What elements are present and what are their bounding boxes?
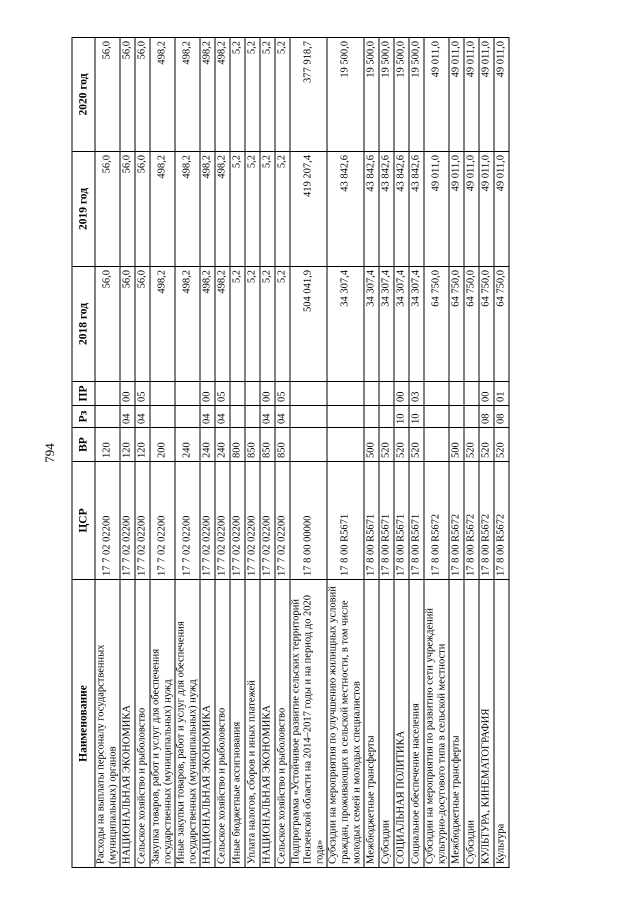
cell-csr: 17 7 02 02200 bbox=[245, 462, 260, 580]
cell-csr: 17 8 00 R5672 bbox=[424, 462, 449, 580]
cell-csr: 17 8 00 00000 bbox=[290, 462, 327, 580]
cell-vr: 850 bbox=[245, 428, 260, 462]
cell-y2018: 504 041,9 bbox=[290, 267, 327, 382]
cell-pr: 05 bbox=[215, 382, 230, 406]
cell-vr bbox=[290, 428, 327, 462]
cell-pr: 01 bbox=[494, 382, 509, 406]
cell-pr: 00 bbox=[394, 382, 409, 406]
cell-vr: 850 bbox=[260, 428, 275, 462]
cell-y2020: 56,0 bbox=[120, 38, 135, 152]
cell-vr: 520 bbox=[394, 428, 409, 462]
cell-name: Субсидии на мероприятия по улучшению жилищных условий граждан, проживающих в сельской местности, в том числе молодых семей и молодых специалистов bbox=[327, 580, 364, 868]
cell-vr bbox=[327, 428, 364, 462]
table-row bbox=[275, 38, 290, 868]
cell-vr: 240 bbox=[215, 428, 230, 462]
cell-vr: 200 bbox=[150, 428, 175, 462]
cell-rz bbox=[245, 406, 260, 428]
table-row bbox=[379, 38, 394, 868]
cell-y2020: 19 500,0 bbox=[327, 38, 364, 152]
cell-y2018: 5,2 bbox=[260, 267, 275, 382]
cell-name: Подпрограмма «Устойчивое развитие сельских территорий Пензенской области на 2014–2017 годы и на период до 2020 года» bbox=[290, 580, 327, 868]
cell-csr: 17 7 02 02200 bbox=[95, 462, 120, 580]
cell-y2018: 56,0 bbox=[135, 267, 150, 382]
cell-y2020: 19 500,0 bbox=[394, 38, 409, 152]
cell-y2020: 49 011,0 bbox=[449, 38, 464, 152]
cell-rz bbox=[290, 406, 327, 428]
cell-rz bbox=[95, 406, 120, 428]
cell-name: Субсидии bbox=[379, 580, 394, 868]
cell-rz bbox=[230, 406, 245, 428]
cell-y2019: 49 011,0 bbox=[494, 152, 509, 267]
cell-y2019: 419 207,4 bbox=[290, 152, 327, 267]
cell-y2018: 498,2 bbox=[200, 267, 215, 382]
cell-name: Субсидии bbox=[464, 580, 479, 868]
table-row bbox=[230, 38, 245, 868]
cell-csr: 17 7 02 02200 bbox=[120, 462, 135, 580]
cell-csr: 17 7 02 02200 bbox=[135, 462, 150, 580]
table-row bbox=[290, 38, 327, 868]
cell-y2018: 498,2 bbox=[175, 267, 200, 382]
cell-y2018: 34 307,4 bbox=[394, 267, 409, 382]
header-2018: 2018 год bbox=[72, 267, 95, 382]
cell-y2020: 56,0 bbox=[135, 38, 150, 152]
cell-name: НАЦИОНАЛЬНАЯ ЭКОНОМИКА bbox=[260, 580, 275, 868]
cell-y2020: 5,2 bbox=[245, 38, 260, 152]
cell-name: Культура bbox=[494, 580, 509, 868]
cell-csr: 17 8 00 R5671 bbox=[394, 462, 409, 580]
table-row bbox=[494, 38, 509, 868]
cell-csr: 17 8 00 R5672 bbox=[464, 462, 479, 580]
cell-csr: 17 7 02 02200 bbox=[175, 462, 200, 580]
table-row bbox=[464, 38, 479, 868]
table-row bbox=[215, 38, 230, 868]
cell-vr bbox=[424, 428, 449, 462]
cell-y2020: 498,2 bbox=[175, 38, 200, 152]
table-row bbox=[150, 38, 175, 868]
cell-y2019: 43 842,6 bbox=[327, 152, 364, 267]
cell-y2020: 49 011,0 bbox=[479, 38, 494, 152]
cell-y2019: 43 842,6 bbox=[409, 152, 424, 267]
cell-pr bbox=[424, 382, 449, 406]
cell-vr: 500 bbox=[449, 428, 464, 462]
cell-y2019: 5,2 bbox=[275, 152, 290, 267]
cell-name: Иные бюджетные ассигнования bbox=[230, 580, 245, 868]
cell-y2019: 43 842,6 bbox=[394, 152, 409, 267]
cell-y2020: 5,2 bbox=[260, 38, 275, 152]
cell-csr: 17 8 00 R5671 bbox=[379, 462, 394, 580]
cell-rz bbox=[449, 406, 464, 428]
cell-vr: 120 bbox=[120, 428, 135, 462]
cell-csr: 17 7 02 02200 bbox=[230, 462, 245, 580]
cell-y2018: 34 307,4 bbox=[327, 267, 364, 382]
cell-y2019: 5,2 bbox=[260, 152, 275, 267]
cell-y2020: 498,2 bbox=[200, 38, 215, 152]
cell-vr: 520 bbox=[494, 428, 509, 462]
cell-csr: 17 7 02 02200 bbox=[150, 462, 175, 580]
cell-pr: 05 bbox=[135, 382, 150, 406]
cell-vr: 240 bbox=[200, 428, 215, 462]
header-2020: 2020 год bbox=[72, 38, 95, 152]
cell-y2019: 498,2 bbox=[200, 152, 215, 267]
cell-vr: 850 bbox=[275, 428, 290, 462]
cell-rz bbox=[424, 406, 449, 428]
cell-rz bbox=[150, 406, 175, 428]
cell-y2020: 498,2 bbox=[215, 38, 230, 152]
cell-pr: 03 bbox=[409, 382, 424, 406]
cell-y2018: 34 307,4 bbox=[364, 267, 379, 382]
budget-table-container bbox=[72, 38, 569, 868]
cell-rz: 10 bbox=[409, 406, 424, 428]
cell-rz: 10 bbox=[394, 406, 409, 428]
cell-pr bbox=[364, 382, 379, 406]
cell-vr: 520 bbox=[379, 428, 394, 462]
cell-y2019: 56,0 bbox=[95, 152, 120, 267]
cell-pr bbox=[464, 382, 479, 406]
cell-name: КУЛЬТУРА, КИНЕМАТОГРАФИЯ bbox=[479, 580, 494, 868]
cell-y2020: 19 500,0 bbox=[364, 38, 379, 152]
cell-rz: 04 bbox=[275, 406, 290, 428]
budget-table bbox=[72, 37, 510, 868]
cell-pr: 00 bbox=[479, 382, 494, 406]
cell-y2020: 377 918,7 bbox=[290, 38, 327, 152]
cell-pr bbox=[95, 382, 120, 406]
table-header-row bbox=[72, 38, 95, 868]
cell-y2018: 56,0 bbox=[95, 267, 120, 382]
cell-name: СОЦИАЛЬНАЯ ПОЛИТИКА bbox=[394, 580, 409, 868]
cell-y2019: 56,0 bbox=[120, 152, 135, 267]
cell-y2019: 49 011,0 bbox=[464, 152, 479, 267]
table-body bbox=[95, 38, 509, 868]
cell-y2020: 19 500,0 bbox=[409, 38, 424, 152]
cell-name: Субсидии на мероприятия по развитию сети учреждений культурно-досугового типа в сельской местности bbox=[424, 580, 449, 868]
cell-vr: 800 bbox=[230, 428, 245, 462]
cell-pr bbox=[175, 382, 200, 406]
cell-y2018: 5,2 bbox=[275, 267, 290, 382]
cell-csr: 17 7 02 02200 bbox=[215, 462, 230, 580]
cell-rz: 04 bbox=[200, 406, 215, 428]
cell-pr bbox=[449, 382, 464, 406]
cell-csr: 17 7 02 02200 bbox=[260, 462, 275, 580]
cell-name: Сельское хозяйство и рыболовство bbox=[215, 580, 230, 868]
cell-rz bbox=[464, 406, 479, 428]
cell-rz: 04 bbox=[135, 406, 150, 428]
table-row bbox=[364, 38, 379, 868]
table-row bbox=[200, 38, 215, 868]
cell-pr bbox=[290, 382, 327, 406]
cell-vr: 520 bbox=[479, 428, 494, 462]
header-vr: ВР bbox=[72, 428, 95, 462]
cell-name: Иные закупки товаров, работ и услуг для обеспечения государственных (муниципальных) нужд bbox=[175, 580, 200, 868]
cell-y2018: 64 750,0 bbox=[449, 267, 464, 382]
cell-name: Уплата налогов, сборов и иных платежей bbox=[245, 580, 260, 868]
cell-pr: 00 bbox=[260, 382, 275, 406]
cell-rz: 04 bbox=[260, 406, 275, 428]
header-csr: ЦСР bbox=[72, 462, 95, 580]
cell-y2019: 56,0 bbox=[135, 152, 150, 267]
header-2019: 2019 год bbox=[72, 152, 95, 267]
header-name: Наименование bbox=[72, 580, 95, 868]
cell-y2020: 5,2 bbox=[230, 38, 245, 152]
cell-pr bbox=[245, 382, 260, 406]
cell-y2020: 56,0 bbox=[95, 38, 120, 152]
cell-y2019: 49 011,0 bbox=[479, 152, 494, 267]
cell-name: НАЦИОНАЛЬНАЯ ЭКОНОМИКА bbox=[200, 580, 215, 868]
cell-name: Межбюджетные трансферты bbox=[449, 580, 464, 868]
cell-rz: 04 bbox=[215, 406, 230, 428]
cell-pr bbox=[379, 382, 394, 406]
cell-y2019: 43 842,6 bbox=[364, 152, 379, 267]
cell-csr: 17 8 00 R5671 bbox=[364, 462, 379, 580]
cell-y2020: 49 011,0 bbox=[424, 38, 449, 152]
cell-csr: 17 7 02 02200 bbox=[200, 462, 215, 580]
table-row bbox=[424, 38, 449, 868]
cell-y2018: 5,2 bbox=[245, 267, 260, 382]
cell-name: Межбюджетные трансферты bbox=[364, 580, 379, 868]
cell-y2018: 56,0 bbox=[120, 267, 135, 382]
cell-vr: 120 bbox=[95, 428, 120, 462]
cell-y2019: 498,2 bbox=[150, 152, 175, 267]
cell-y2019: 5,2 bbox=[230, 152, 245, 267]
cell-vr: 500 bbox=[364, 428, 379, 462]
cell-y2018: 64 750,0 bbox=[424, 267, 449, 382]
cell-y2019: 5,2 bbox=[245, 152, 260, 267]
table-row bbox=[120, 38, 135, 868]
table-row bbox=[409, 38, 424, 868]
cell-pr bbox=[230, 382, 245, 406]
cell-pr bbox=[150, 382, 175, 406]
cell-name: Сельское хозяйство и рыболовство bbox=[275, 580, 290, 868]
table-row bbox=[394, 38, 409, 868]
cell-pr: 00 bbox=[120, 382, 135, 406]
cell-name: Закупка товаров, работ и услуг для обеспечения государственных (муниципальных) нужд bbox=[150, 580, 175, 868]
cell-name: Сельское хозяйство и рыболовство bbox=[135, 580, 150, 868]
cell-y2019: 498,2 bbox=[175, 152, 200, 267]
header-pr: ПР bbox=[72, 382, 95, 406]
cell-rz: 08 bbox=[479, 406, 494, 428]
cell-y2020: 5,2 bbox=[275, 38, 290, 152]
table-row bbox=[449, 38, 464, 868]
cell-rz bbox=[379, 406, 394, 428]
cell-csr: 17 8 00 R5671 bbox=[409, 462, 424, 580]
cell-pr: 05 bbox=[275, 382, 290, 406]
cell-vr: 520 bbox=[409, 428, 424, 462]
cell-y2020: 498,2 bbox=[150, 38, 175, 152]
cell-vr: 520 bbox=[464, 428, 479, 462]
cell-rz: 04 bbox=[120, 406, 135, 428]
cell-y2018: 34 307,4 bbox=[379, 267, 394, 382]
cell-rz: 08 bbox=[494, 406, 509, 428]
cell-y2020: 19 500,0 bbox=[379, 38, 394, 152]
cell-y2018: 5,2 bbox=[230, 267, 245, 382]
table-row bbox=[175, 38, 200, 868]
cell-y2020: 49 011,0 bbox=[494, 38, 509, 152]
header-rz: Рз bbox=[72, 406, 95, 428]
cell-y2019: 49 011,0 bbox=[424, 152, 449, 267]
cell-y2018: 64 750,0 bbox=[464, 267, 479, 382]
cell-name: Расходы на выплаты персоналу государственных (муниципальных) органов bbox=[95, 580, 120, 868]
cell-rz bbox=[364, 406, 379, 428]
cell-y2018: 498,2 bbox=[215, 267, 230, 382]
cell-pr bbox=[327, 382, 364, 406]
cell-csr: 17 8 00 R5672 bbox=[449, 462, 464, 580]
cell-csr: 17 8 00 R5672 bbox=[494, 462, 509, 580]
cell-y2018: 34 307,4 bbox=[409, 267, 424, 382]
cell-csr: 17 8 00 R5671 bbox=[327, 462, 364, 580]
cell-y2019: 49 011,0 bbox=[449, 152, 464, 267]
cell-csr: 17 7 02 02200 bbox=[275, 462, 290, 580]
cell-vr: 240 bbox=[175, 428, 200, 462]
table-row bbox=[327, 38, 364, 868]
cell-rz bbox=[175, 406, 200, 428]
cell-name: НАЦИОНАЛЬНАЯ ЭКОНОМИКА bbox=[120, 580, 135, 868]
cell-name: Социальное обеспечение населения bbox=[409, 580, 424, 868]
table-row bbox=[245, 38, 260, 868]
cell-csr: 17 8 00 R5672 bbox=[479, 462, 494, 580]
cell-vr: 120 bbox=[135, 428, 150, 462]
cell-y2018: 498,2 bbox=[150, 267, 175, 382]
cell-y2020: 49 011,0 bbox=[464, 38, 479, 152]
cell-y2019: 498,2 bbox=[215, 152, 230, 267]
page-number: 794 bbox=[42, 443, 57, 463]
cell-rz bbox=[327, 406, 364, 428]
cell-y2018: 64 750,0 bbox=[479, 267, 494, 382]
cell-y2019: 43 842,6 bbox=[379, 152, 394, 267]
cell-pr: 00 bbox=[200, 382, 215, 406]
table-row bbox=[135, 38, 150, 868]
table-row bbox=[95, 38, 120, 868]
cell-y2018: 64 750,0 bbox=[494, 267, 509, 382]
table-row bbox=[260, 38, 275, 868]
table-row bbox=[479, 38, 494, 868]
